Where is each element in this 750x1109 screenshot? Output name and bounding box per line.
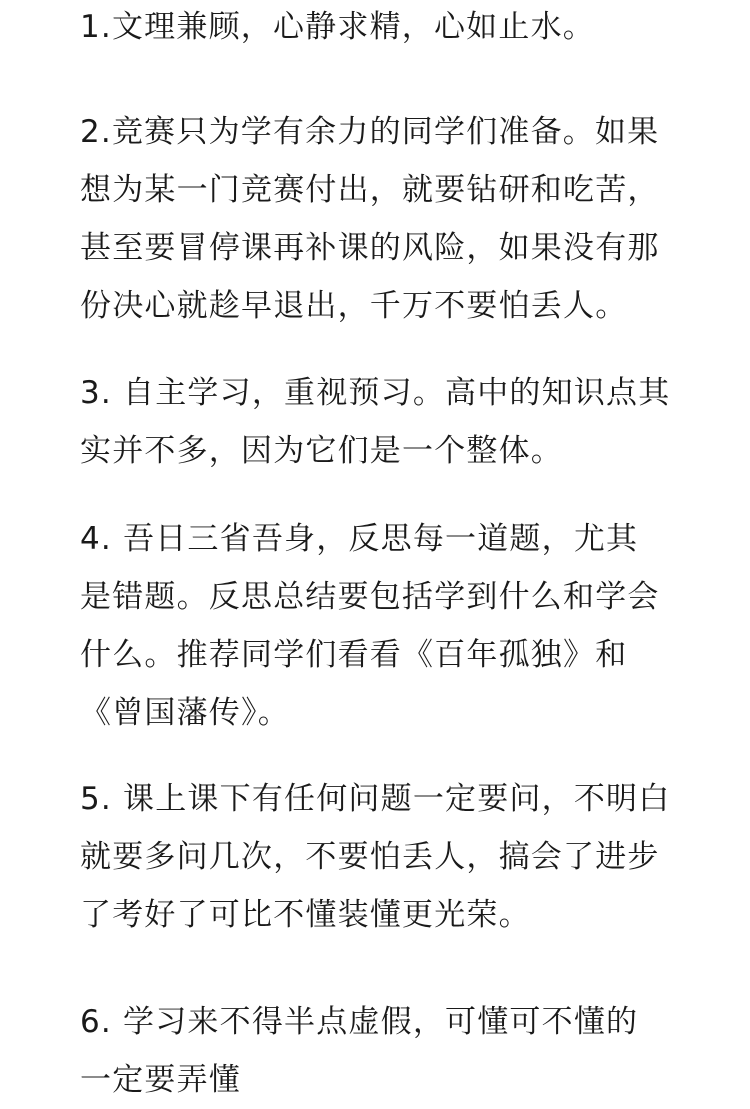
tip-3-line-1: 3. 自主学习，重视预习。高中的知识点其: [80, 375, 671, 411]
tip-item-1: [80, 0, 680, 56]
tip-6-line-2: 一定要弄懂: [80, 1062, 241, 1098]
tip-4-line-3: 什么。推荐同学们看看《百年孤独》和: [80, 637, 628, 673]
tip-5-line-2: 就要多问几次，不要怕丢人，搞会了进步: [80, 839, 660, 875]
tip-4-line-4: 《曾国藩传》。: [80, 695, 290, 731]
tip-item-6: [80, 993, 680, 1109]
tip-2-line-4: 份决心就趁早退出，千万不要怕丢人。: [80, 288, 628, 324]
tip-4-line-1: 4. 吾日三省吾身，反思每一道题，尤其: [80, 521, 639, 557]
tip-item-3: [80, 364, 680, 480]
tip-2-line-3: 甚至要冒停课再补课的风险，如果没有那: [80, 230, 660, 266]
tip-2-line-1: 2.竞赛只为学有余力的同学们准备。如果: [80, 114, 660, 150]
tip-4-line-2: 是错题。反思总结要包括学到什么和学会: [80, 579, 660, 615]
tip-1-line-1: 1.文理兼顾，心静求精，心如止水。: [80, 9, 595, 45]
tip-6-line-1: 6. 学习来不得半点虚假，可懂可不懂的: [80, 1004, 639, 1040]
tip-2-line-2: 想为某一门竞赛付出，就要钻研和吃苦，: [80, 172, 660, 208]
tip-item-5: [80, 770, 680, 944]
tip-item-2: [80, 103, 680, 335]
tip-3-line-2: 实并不多，因为它们是一个整体。: [80, 433, 563, 469]
tip-5-line-1: 5. 课上课下有任何问题一定要问，不明白: [80, 781, 671, 817]
tip-item-4: [80, 510, 680, 742]
tip-5-line-3: 了考好了可比不懂装懂更光荣。: [80, 897, 531, 933]
